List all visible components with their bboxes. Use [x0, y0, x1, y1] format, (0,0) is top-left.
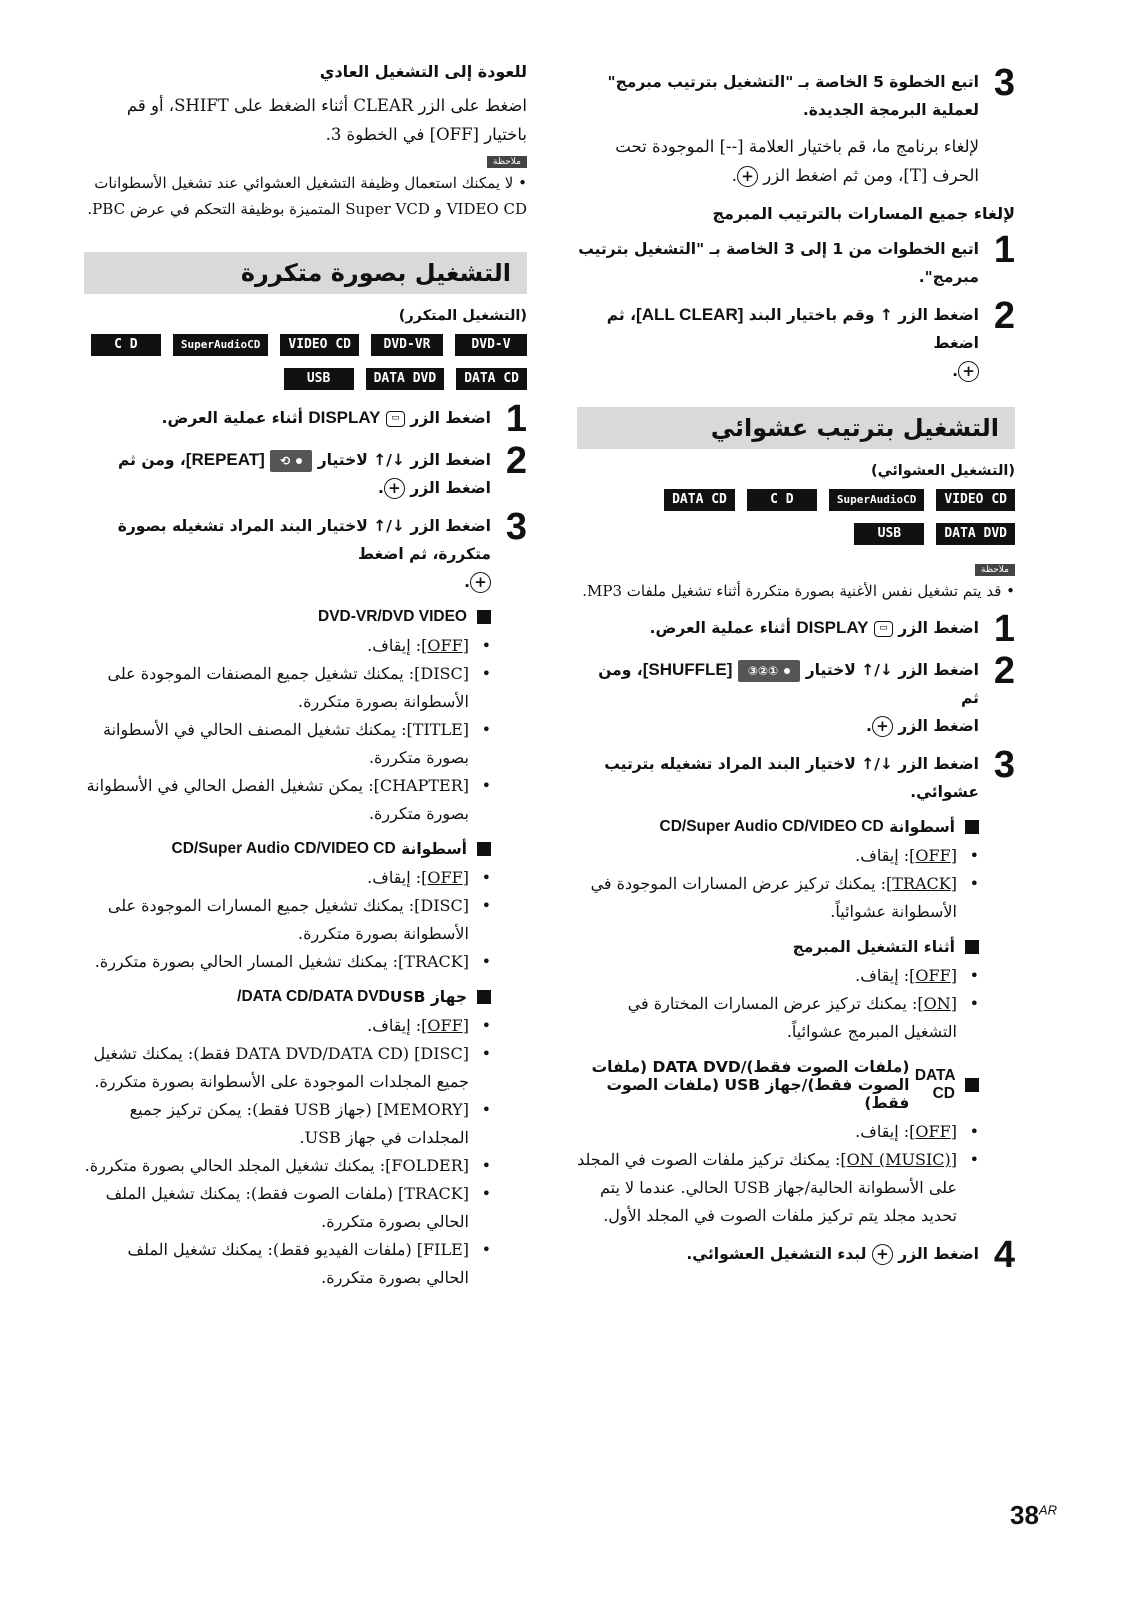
disc-icon: USB — [854, 523, 924, 545]
step-text: اتبع الخطوة 5 الخاصة بـ "التشغيل بترتيب مبرمج" لعملية البرمجة الجديدة. — [607, 73, 979, 119]
disc-icon: C D — [91, 334, 161, 356]
list-item: • [OFF]: إيقاف. — [577, 962, 957, 990]
cancel-all-title: لإلغاء جميع المسارات بالترتيب المبرمج — [712, 204, 1015, 223]
group-heading: أسطوانة CD/Super Audio CD/VIDEO CD — [577, 818, 979, 836]
note-badge: ملاحظة — [487, 156, 527, 168]
group-heading: أسطوانة CD/Super Audio CD/VIDEO CD — [84, 840, 491, 858]
list-item: • [ON (MUSIC)]: يمكنك تركيز ملفات الصوت في المجلد على الأسطوانة الحالية/جهاز USB الحالي. عندما لا يتم تحديد مجلد يتم تركيز ملفات الصوت في المجلد الأول. — [577, 1146, 957, 1230]
list-item: • [DISC]: يمكنك تشغيل جميع المسارات الموجودة على الأسطوانة بصورة متكررة. — [84, 892, 469, 948]
group-heading: DATA CD (ملفات الصوت فقط)/DATA DVD (ملفات الصوت فقط)/جهاز USB (ملفات الصوت فقط) — [577, 1058, 979, 1112]
disc-icon: DATA CD — [664, 489, 735, 511]
section-subtitle: (التشغيل العشوائي) — [871, 463, 1015, 479]
group-heading: أثناء التشغيل المبرمج — [577, 938, 979, 956]
return-title: للعودة إلى التشغيل العادي — [319, 62, 527, 81]
square-bullet-icon — [477, 990, 491, 1004]
option-list — [84, 632, 491, 828]
section-title-repeat: التشغيل بصورة متكررة — [84, 252, 527, 294]
option-list — [84, 864, 491, 976]
repeat-step-3: 3 اضغط الزر ↓/↑ لاختيار البند المراد تشغيله بصورة متكررة، ثم اضغط +. — [117, 506, 527, 591]
square-bullet-icon — [965, 1078, 979, 1092]
step-3-program — [577, 62, 1015, 124]
list-item: • [TRACK] (ملفات الصوت فقط): يمكنك تشغيل الملف الحالي بصورة متكررة. — [84, 1180, 469, 1236]
section-title-shuffle: التشغيل بترتيب عشوائي — [577, 407, 1015, 449]
note-badge: ملاحظة — [975, 564, 1015, 576]
disc-icon: VIDEO CD — [280, 334, 359, 356]
option-list — [577, 962, 979, 1046]
section-subtitle: (التشغيل المتكرر) — [398, 308, 527, 324]
disc-icons — [84, 334, 527, 390]
disc-icon: DVD-V — [455, 334, 527, 356]
enter-button-icon: + — [470, 572, 491, 593]
disc-icon: DATA DVD — [936, 523, 1015, 545]
cancel-paragraph: لإلغاء برنامج ما، قم باختيار العلامة [--] الموجودة تحت الحرف [T]، ومن ثم اضغط الزر +. — [615, 137, 979, 185]
option-list — [577, 842, 979, 926]
right-column — [577, 58, 1015, 1280]
list-item: • [MEMORY] (جهاز USB فقط): يمكن تركيز جميع المجلدات في جهاز USB. — [84, 1096, 469, 1152]
disc-icon: SuperAudioCD — [829, 489, 924, 511]
left-column — [84, 58, 527, 1292]
square-bullet-icon — [477, 842, 491, 856]
list-item: • [DISC]: يمكنك تشغيل جميع المصنفات الموجودة على الأسطوانة بصورة متكررة. — [84, 660, 469, 716]
note-text: • قد يتم تشغيل نفس الأغنية بصورة متكررة أثناء تشغيل ملفات MP3. — [582, 582, 1015, 600]
shuffle-step-1: 1 اضغط الزر ▭ DISPLAY أثناء عملية العرض. — [649, 608, 1015, 650]
disc-icon: VIDEO CD — [936, 489, 1015, 511]
square-bullet-icon — [965, 820, 979, 834]
enter-button-icon: + — [384, 478, 405, 499]
disc-icon: DVD-VR — [371, 334, 443, 356]
list-item: • [TRACK]: يمكنك تركيز عرض المسارات الموجودة في الأسطوانة عشوائياً. — [577, 870, 957, 926]
option-list — [84, 1012, 491, 1292]
list-item: • [DISC] (DATA DVD/DATA CD فقط): يمكنك تشغيل جميع المجلدات الموجودة على الأسطوانة بصورة متكررة. — [84, 1040, 469, 1096]
note-text: • لا يمكنك استعمال وظيفة التشغيل العشوائي عند تشغيل الأسطوانات VIDEO CD و Super VCD المتميزة بوظيفة التحكم في عرض PBC. — [87, 174, 527, 218]
shuffle-icon: ①②③ — [738, 660, 800, 682]
enter-button-icon: + — [872, 1244, 893, 1265]
return-paragraph: اضغط على الزر CLEAR أثناء الضغط على SHIFT، أو قم باختيار [OFF] في الخطوة 3. — [126, 96, 527, 144]
repeat-step-2: 2 اضغط الزر ↓/↑ لاختيار ⟲ [REPEAT]، ومن ثم اضغط الزر +. — [117, 440, 527, 497]
display-icon: ▭ — [874, 621, 893, 637]
square-bullet-icon — [477, 610, 491, 624]
group-heading: جهاز USB DATA CD/DATA DVD/ — [84, 988, 491, 1006]
enter-button-icon: + — [872, 716, 893, 737]
enter-button-icon: + — [958, 361, 979, 382]
cancel-step-2: 2 اضغط الزر ↑ وقم باختيار البند [ALL CLEAR]، ثم اضغط +. — [606, 295, 1015, 380]
repeat-icon: ⟲ — [270, 450, 312, 472]
display-icon: ▭ — [386, 411, 405, 427]
all-clear-label: [ALL CLEAR] — [636, 305, 744, 324]
list-item: • [FILE] (ملفات الفيديو فقط): يمكنك تشغيل الملف الحالي بصورة متكررة. — [84, 1236, 469, 1292]
list-item: • [CHAPTER]: يمكن تشغيل الفصل الحالي في الأسطوانة بصورة متكررة. — [84, 772, 469, 828]
repeat-step-1: 1 اضغط الزر ▭ DISPLAY أثناء عملية العرض. — [161, 398, 527, 440]
group-heading: DVD-VR/DVD VIDEO — [84, 608, 491, 626]
option-list — [577, 1118, 979, 1230]
disc-icon: DATA DVD — [366, 368, 445, 390]
cancel-step-1: 1 اتبع الخطوات من 1 إلى 3 الخاصة بـ "التشغيل بترتيب مبرمج". — [578, 229, 1015, 286]
disc-icon: DATA CD — [456, 368, 527, 390]
disc-icon: C D — [747, 489, 817, 511]
list-item: • [OFF]: إيقاف. — [577, 842, 957, 870]
list-item: • [OFF]: إيقاف. — [84, 864, 469, 892]
disc-icon: SuperAudioCD — [173, 334, 268, 356]
enter-button-icon: + — [737, 166, 758, 187]
list-item: • [TITLE]: يمكنك تشغيل المصنف الحالي في الأسطوانة بصورة متكررة. — [84, 716, 469, 772]
list-item: • [OFF]: إيقاف. — [84, 632, 469, 660]
list-item: • [TRACK]: يمكنك تشغيل المسار الحالي بصورة متكررة. — [84, 948, 469, 976]
list-item: • [OFF]: إيقاف. — [84, 1012, 469, 1040]
shuffle-step-2: 2 اضغط الزر ↓/↑ لاختيار ①②③ [SHUFFLE]، ومن ثم اضغط الزر +. — [598, 650, 1015, 735]
disc-icons — [577, 489, 1015, 545]
list-item: • [FOLDER]: يمكنك تشغيل المجلد الحالي بصورة متكررة. — [84, 1152, 469, 1180]
page-number: $38^{AR}$ — [1010, 1500, 1057, 1530]
list-item: • [ON]: يمكنك تركيز عرض المسارات المختارة في التشغيل المبرمج عشوائياً. — [577, 990, 957, 1046]
shuffle-step-4: 4 اضغط الزر + لبدء التشغيل العشوائي. — [686, 1234, 1015, 1276]
list-item: • [OFF]: إيقاف. — [577, 1118, 957, 1146]
disc-icon: USB — [284, 368, 354, 390]
square-bullet-icon — [965, 940, 979, 954]
step-number: 3 — [993, 62, 1015, 104]
shuffle-step-3: 3 اضغط الزر ↓/↑ لاختيار البند المراد تشغيله بترتيب عشوائي. — [604, 744, 1015, 801]
